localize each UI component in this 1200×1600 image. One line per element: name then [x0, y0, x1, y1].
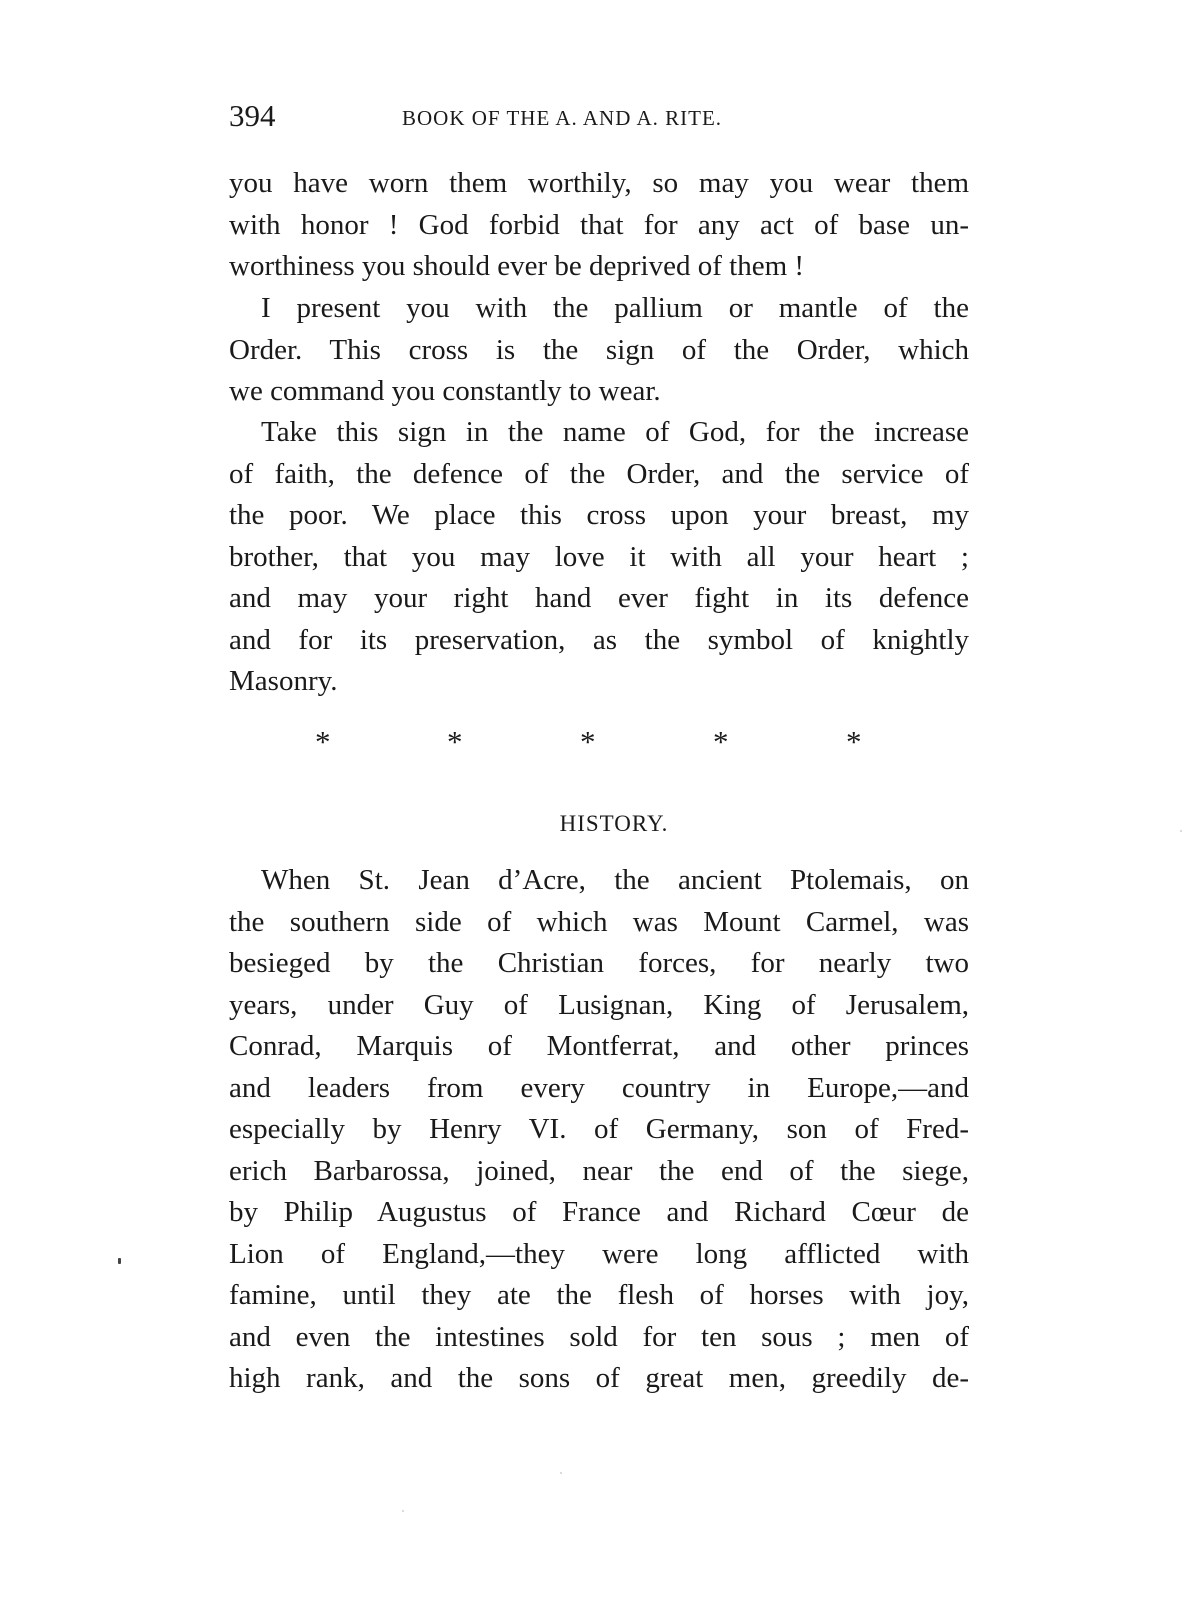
text-line: Take this sign in the name of God, for the increase	[261, 416, 969, 448]
separator-star: *	[315, 724, 331, 759]
paragraph-continuation	[229, 163, 969, 288]
paragraph-pallium	[229, 288, 969, 413]
text-line: Masonry.	[229, 665, 338, 697]
text-line: famine, until they ate the flesh of horses with joy,	[229, 1279, 969, 1311]
text-line: by Philip Augustus of France and Richard Cœur de	[229, 1196, 969, 1228]
text-line: brother, that you may love it with all your heart ;	[229, 540, 969, 573]
text-line: I present you with the pallium or mantle of the	[261, 292, 969, 324]
section-heading: HISTORY.	[559, 811, 669, 836]
text-line: you have worn them worthily, so may you wear them	[229, 167, 969, 199]
paper-speck	[402, 1510, 404, 1512]
text-line: Conrad, Marquis of Montferrat, and other princes	[229, 1030, 969, 1062]
text-line: and for its preservation, as the symbol of knightly	[229, 623, 969, 656]
separator-star: *	[846, 724, 862, 759]
paper-speck	[1180, 830, 1182, 832]
separator-star: *	[580, 724, 596, 759]
running-head	[229, 96, 969, 136]
text-line: besieged by the Christian forces, for nearly two	[229, 947, 969, 979]
running-title: BOOK OF THE A. AND A. RITE.	[402, 106, 723, 130]
text-line: high rank, and the sons of great men, greedily de-	[229, 1362, 969, 1394]
text-line: especially by Henry VI. of Germany, son of Fred-	[229, 1113, 969, 1145]
paper-speck	[560, 1472, 562, 1474]
separator-star: *	[447, 724, 463, 759]
paragraph-history	[229, 860, 969, 1400]
text-line: and even the intestines sold for ten sous ; men of	[229, 1320, 969, 1353]
text-line: worthiness you should ever be deprived of them !	[229, 250, 805, 282]
text-line: years, under Guy of Lusignan, King of Jerusalem,	[229, 988, 969, 1021]
star-separator	[229, 722, 969, 762]
separator-star: *	[713, 724, 729, 759]
text-line: Lion of England,—they were long afflicted with	[229, 1237, 969, 1270]
paragraph-cross	[229, 412, 969, 703]
text-line: and leaders from every country in Europe,—and	[229, 1071, 969, 1104]
text-line: with honor ! God forbid that for any act of base un-	[229, 208, 969, 241]
text-line: of faith, the defence of the Order, and the service of	[229, 457, 969, 490]
text-line: and may your right hand ever fight in its defence	[229, 582, 969, 614]
page-number: 394	[229, 98, 276, 133]
text-line: When St. Jean d’Acre, the ancient Ptolemais, on	[261, 864, 969, 896]
text-line: the southern side of which was Mount Carmel, was	[229, 905, 969, 938]
text-line: the poor. We place this cross upon your breast, my	[229, 499, 969, 531]
text-line: we command you constantly to wear.	[229, 375, 661, 407]
ink-mark	[118, 1258, 121, 1264]
text-line: Order. This cross is the sign of the Order, which	[229, 333, 969, 366]
text-line: erich Barbarossa, joined, near the end of the siege,	[229, 1154, 969, 1187]
